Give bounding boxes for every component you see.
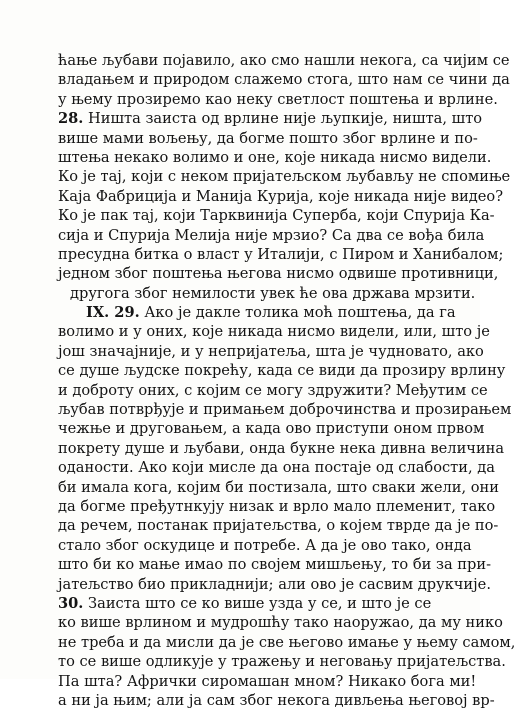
text-line-15: волимо и у оних, које никада нисмо видели, или, што је <box>58 323 490 341</box>
text-line-8: Каја Фабриција и Манија Курија, које никада није видео? <box>58 187 504 205</box>
text-line-19: љубав потврђује и примањем доброчинства и прозирањем <box>58 401 512 419</box>
text-line-10: сија и Спурија Мелија није мрзио? Са два се вођа била <box>58 226 485 244</box>
text-line-1: ћање љубави појавило, ако смо нашли некога, са чијим се <box>58 52 510 69</box>
text-line-33: Па шта? Афрички сиромашан мном? Никако бога ми! <box>58 672 477 690</box>
text-line-25: да речем, постанак пријатељства, о којем тврде да је по- <box>58 517 499 535</box>
text-line-20: чежње и друговањем, а када ово приступи оном првом <box>58 420 485 438</box>
text-line-3: у њему прозиремо као неку светлост поштења и врлине. <box>58 90 498 108</box>
text-line-12: једном због поштења његова нисмо одвише противници, <box>58 265 499 283</box>
text-line-31: не треба и да мисли да је све његово имање у њему самом, <box>58 633 515 651</box>
text-line-28: јатељство био прикладнији; али ово је сасвим друкчије. <box>58 575 491 593</box>
text-line-14 <box>58 303 456 322</box>
text-line-13: другога због немилости увек ће ова држава мрзити. <box>70 284 476 302</box>
text-line-29 <box>58 594 432 613</box>
text-line-27: што би ко мање имао по своjем мишљењу, то би за при- <box>58 556 492 574</box>
text-line-16: још значајније, и у непријатеља, шта је чудновато, ако <box>58 342 484 360</box>
text-line-11: пресудна битка о власт у Италији, с Пиром и Ханибалом; <box>58 245 504 263</box>
text-line-23: би имала кога, којим би постизала, што сваки жели, они <box>58 478 499 496</box>
text-line-26: стало због оскудице и потребе. А да је ово тако, онда <box>58 536 472 554</box>
text-line-22: оданости. Ако који мисле да она постаје од слабости, да <box>58 459 495 477</box>
text-line-21: покрету душе и љубави, онда букне нека дивна величина <box>58 439 505 457</box>
text-line-14-body: Ако је дакле толика моћ поштења, да га <box>139 304 456 322</box>
text-line-2: владањем и природом слажемо стога, што нам се чини да <box>58 71 510 89</box>
section-number-30: 30. <box>58 594 84 612</box>
text-line-5: више мами вољењу, да богме пошто због врлине и по- <box>58 129 478 147</box>
page-text <box>58 51 515 710</box>
text-line-24: да богме пређутнкују низак и врло мало племенит, тако <box>58 497 496 515</box>
text-line-6: штења некако волимо и оне, које никада нисмо видели. <box>58 148 492 166</box>
text-line-34: а ни ја њим; али ја сам због некога дивљења његовој вр- <box>58 691 495 709</box>
text-line-17: се душе људске покрећу, када се види да прозиру врлину <box>58 362 506 380</box>
text-line-32: то се више одликује у тражењу и неговању пријатељства. <box>58 653 506 671</box>
text-line-4-body: Ништа заиста од врлине није љупкије, ништа, што <box>83 110 483 128</box>
text-line-30: ко више врлином и мудрошћу тако наоружао, да му нико <box>58 614 503 632</box>
text-line-7: Ко је тај, који с неком пријатељском љубављу не спомиње <box>58 168 511 186</box>
text-line-4 <box>58 109 483 128</box>
text-line-18: и доброту оних, с којим се могу здружити? Међутим се <box>58 381 488 399</box>
section-number-28: 28. <box>58 110 84 128</box>
text-line-29-body: Заиста што се ко више узда у се, и што је се <box>83 594 432 612</box>
section-number-ix-29: IX. 29. <box>86 304 140 322</box>
text-line-9: Ко је пак тај, који Тарквинија Суперба, који Спурија Ка- <box>58 207 495 225</box>
